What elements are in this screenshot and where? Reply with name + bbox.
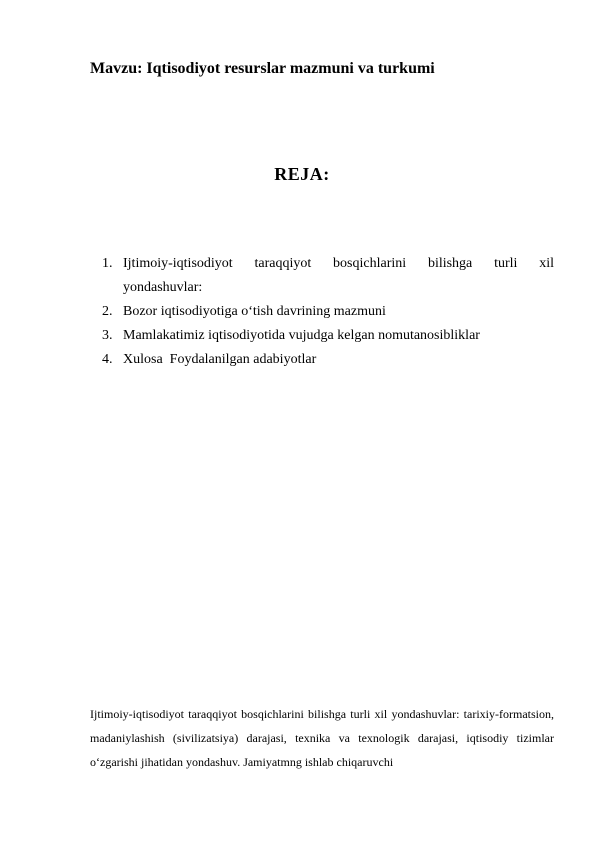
plan-heading (0, 164, 596, 185)
plan-item-text: Bozor iqtisodiyotiga o‘tish davrining mazmuni (123, 304, 386, 319)
plan-item-text-line1: Ijtimoiy-iqtisodiyot taraqqiyot bosqichlarini bilishga turli xil (123, 256, 554, 271)
page-title: Mavzu: Iqtisodiyot resurslar mazmuni va turkumi (90, 60, 435, 77)
body-paragraph: Ijtimoiy-iqtisodiyot taraqqiyot bosqichlarini bilishga turli xil yondashuvlar: tarixiy-formatsion, madaniylashish (sivilizatsiya) darajasi, texnika va texnologik darajasi, iqtisodiy tizimlar o‘zgarishi jihatidan yondashuv. Jamiyatmng ishlab chiqaruvchi (90, 707, 554, 769)
plan-item-number: 2. (102, 304, 113, 319)
plan-item-3 (96, 324, 554, 348)
plan-item-1 (96, 252, 554, 300)
plan-item-text: Mamlakatimiz iqtisodiyotida vujudga kelgan nomutanosibliklar (123, 328, 480, 343)
plan-list (96, 252, 554, 372)
plan-item-text-line2: yondashuvlar: (123, 280, 203, 295)
plan-item-number: 1. (102, 256, 113, 271)
plan-item-text: Xulosa Foydalanilgan adabiyotlar (123, 352, 317, 367)
plan-item-2 (96, 300, 554, 324)
plan-item-number: 4. (102, 352, 113, 367)
plan-heading-text: REJA: (274, 164, 330, 184)
plan-item-4 (96, 348, 554, 372)
plan-item-number: 3. (102, 328, 113, 343)
